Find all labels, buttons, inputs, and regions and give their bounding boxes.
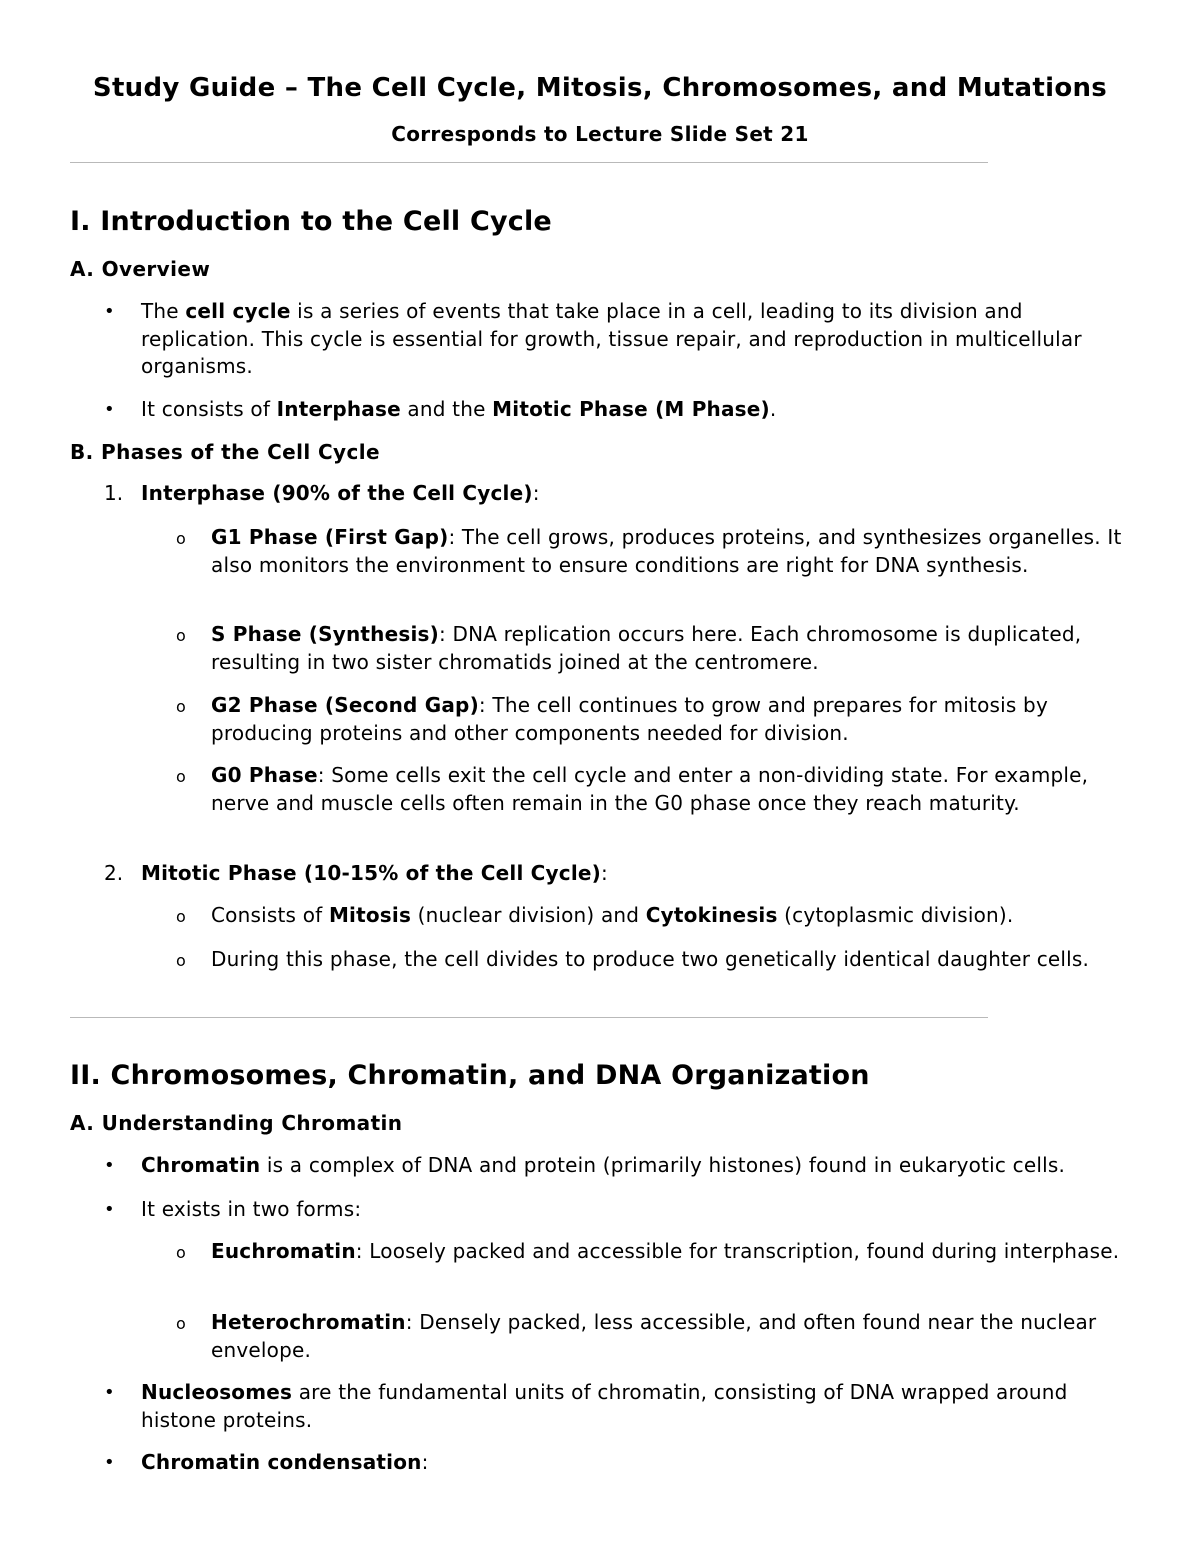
circle-marker: o [176, 767, 186, 786]
list-number: 2. [104, 861, 124, 885]
list-number: 1. [104, 481, 124, 505]
bullet-marker: • [104, 1382, 115, 1403]
document-title: Study Guide – The Cell Cycle, Mitosis, Chromosomes, and Mutations [92, 73, 1108, 103]
sub-list-item: S Phase (Synthesis): DNA replication occurs here. Each chromosome is duplicated, resulting in two sister chromatids joined at the centromere. [211, 622, 1082, 674]
sub-list-item: Heterochromatin: Densely packed, less accessible, and often found near the nuclear envelope. [211, 1310, 1097, 1362]
horizontal-divider [70, 162, 988, 163]
bullet-marker: • [104, 301, 115, 322]
sub-list-item: G0 Phase: Some cells exit the cell cycle and enter a non-dividing state. For example, nerve and muscle cells often remain in the G0 phase once they reach maturity. [211, 763, 1089, 815]
bullet-marker: • [104, 399, 115, 420]
bullet-marker: • [104, 1199, 115, 1220]
list-item: It consists of Interphase and the Mitotic Phase (M Phase). [141, 397, 777, 421]
circle-marker: o [176, 697, 186, 716]
circle-marker: o [176, 1243, 186, 1262]
subsection-heading: A. Overview [70, 257, 211, 281]
sub-list-item: Consists of Mitosis (nuclear division) and Cytokinesis (cytoplasmic division). [211, 903, 1014, 927]
bullet-marker: • [104, 1452, 115, 1473]
circle-marker: o [176, 529, 186, 548]
circle-marker: o [176, 951, 186, 970]
section-heading: I. Introduction to the Cell Cycle [70, 206, 552, 237]
list-item: Nucleosomes are the fundamental units of chromatin, consisting of DNA wrapped around histone proteins. [141, 1380, 1068, 1432]
list-item: Mitotic Phase (10-15% of the Cell Cycle): [141, 861, 608, 885]
sub-list-item: During this phase, the cell divides to produce two genetically identical daughter cells. [211, 947, 1090, 971]
list-item: Interphase (90% of the Cell Cycle): [141, 481, 540, 505]
circle-marker: o [176, 1314, 186, 1333]
list-item: It exists in two forms: [141, 1197, 362, 1221]
section-heading: II. Chromosomes, Chromatin, and DNA Organization [70, 1060, 870, 1091]
sub-list-item: G1 Phase (First Gap): The cell grows, produces proteins, and synthesizes organelles. It also monitors the environment to ensure conditions are right for DNA synthesis. [211, 525, 1122, 577]
document-subtitle: Corresponds to Lecture Slide Set 21 [391, 122, 809, 146]
horizontal-divider [70, 1017, 988, 1018]
subsection-heading: A. Understanding Chromatin [70, 1111, 403, 1135]
list-item: The cell cycle is a series of events that take place in a cell, leading to its division and replication. This cycle is essential for growth, tissue repair, and reproduction in multicellular organisms. [141, 299, 1082, 378]
list-item: Chromatin condensation: [141, 1450, 429, 1474]
circle-marker: o [176, 907, 186, 926]
list-item: Chromatin is a complex of DNA and protein (primarily histones) found in eukaryotic cells. [141, 1153, 1066, 1177]
subsection-heading: B. Phases of the Cell Cycle [70, 440, 380, 464]
circle-marker: o [176, 626, 186, 645]
bullet-marker: • [104, 1155, 115, 1176]
sub-list-item: G2 Phase (Second Gap): The cell continues to grow and prepares for mitosis by producing proteins and other components needed for division. [211, 693, 1048, 745]
sub-list-item: Euchromatin: Loosely packed and accessible for transcription, found during interphase. [211, 1239, 1120, 1263]
